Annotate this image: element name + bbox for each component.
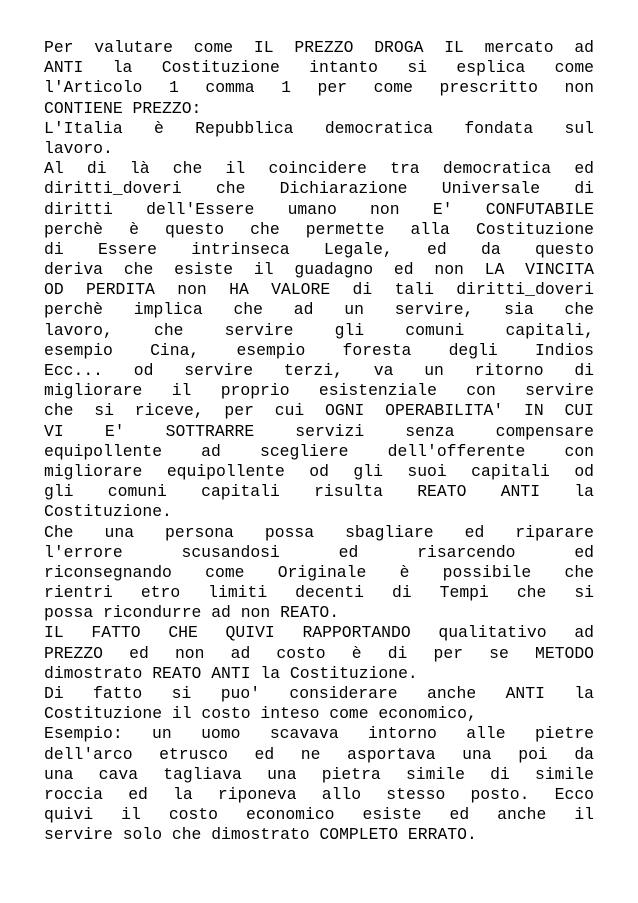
text-line: PREZZO ed non ad costo è di per se METODO — [44, 643, 594, 663]
text-line: rientri etro limiti decenti di Tempi che si — [44, 583, 594, 603]
text-line: CONTIENE PREZZO: — [44, 98, 202, 118]
text-line: perchè è questo che permette alla Costituzione — [44, 219, 594, 239]
text-line: dell'arco etrusco ed ne asportava una poi da — [44, 744, 594, 764]
text-line: OD PERDITA non HA VALORE di tali diritti_doveri — [44, 280, 594, 300]
text-line: una cava tagliava una pietra simile di simile — [44, 764, 594, 784]
text-line: lavoro. — [44, 138, 113, 158]
text-line: che si riceve, per cui OGNI OPERABILITA' IN CUI — [44, 401, 594, 421]
text-line: L'Italia è Repubblica democratica fondata sul — [44, 118, 594, 138]
text-line: Che una persona possa sbagliare ed riparare — [44, 522, 594, 542]
text-line: diritti dell'Essere umano non E' CONFUTABILE — [44, 199, 594, 219]
text-line: Ecc... od servire terzi, va un ritorno di — [44, 361, 594, 380]
text-line: Esempio: un uomo scavava intorno alle pietre — [44, 724, 594, 744]
text-line: Costituzione. — [44, 502, 172, 522]
text-line: Per valutare come IL PREZZO DROGA IL mercato ad — [44, 38, 594, 57]
text-line: migliorare equipollente od gli suoi capitali od — [44, 461, 594, 481]
text-line: Costituzione il costo inteso come economico, — [44, 704, 477, 724]
text-line: diritti_doveri che Dichiarazione Universale di — [44, 179, 594, 199]
text-line: esempio Cina, esempio foresta degli Indios — [44, 340, 594, 360]
text-line: di Essere intrinseca Legale, ed da questo — [44, 239, 594, 259]
text-line: gli comuni capitali risulta REATO ANTI la — [44, 482, 594, 502]
document-page — [44, 38, 594, 846]
text-line: lavoro, che servire gli comuni capitali, — [44, 320, 594, 340]
text-line: VI E' SOTTRARRE servizi senza compensare — [44, 421, 594, 441]
text-line: migliorare il proprio esistenziale con servire — [44, 381, 594, 401]
text-line: ANTI la Costituzione intanto si esplica come — [44, 58, 594, 78]
text-line: Di fatto si puo' considerare anche ANTI la — [44, 684, 594, 703]
text-line: roccia ed la riponeva allo stesso posto. Ecco — [44, 784, 594, 804]
text-line: quivi il costo economico esiste ed anche il — [44, 805, 594, 825]
text-line: IL FATTO CHE QUIVI RAPPORTANDO qualitativo ad — [44, 623, 594, 643]
text-line: dimostrato REATO ANTI la Costituzione. — [44, 663, 418, 683]
text-line: l'Articolo 1 comma 1 per come prescritto non — [44, 78, 594, 98]
text-line: equipollente ad scegliere dell'offerente con — [44, 441, 594, 461]
text-line: Al di là che il coincidere tra democratica ed — [44, 159, 594, 179]
text-line: riconsegnando come Originale è possibile che — [44, 562, 594, 582]
text-line: l'errore scusandosi ed risarcendo ed — [44, 542, 594, 562]
text-line: servire solo che dimostrato COMPLETO ERRATO. — [44, 825, 477, 845]
text-line: deriva che esiste il guadagno ed non LA VINCITA — [44, 260, 594, 280]
text-line: perchè implica che ad un servire, sia che — [44, 300, 594, 320]
text-line: possa ricondurre ad non REATO. — [44, 603, 340, 623]
